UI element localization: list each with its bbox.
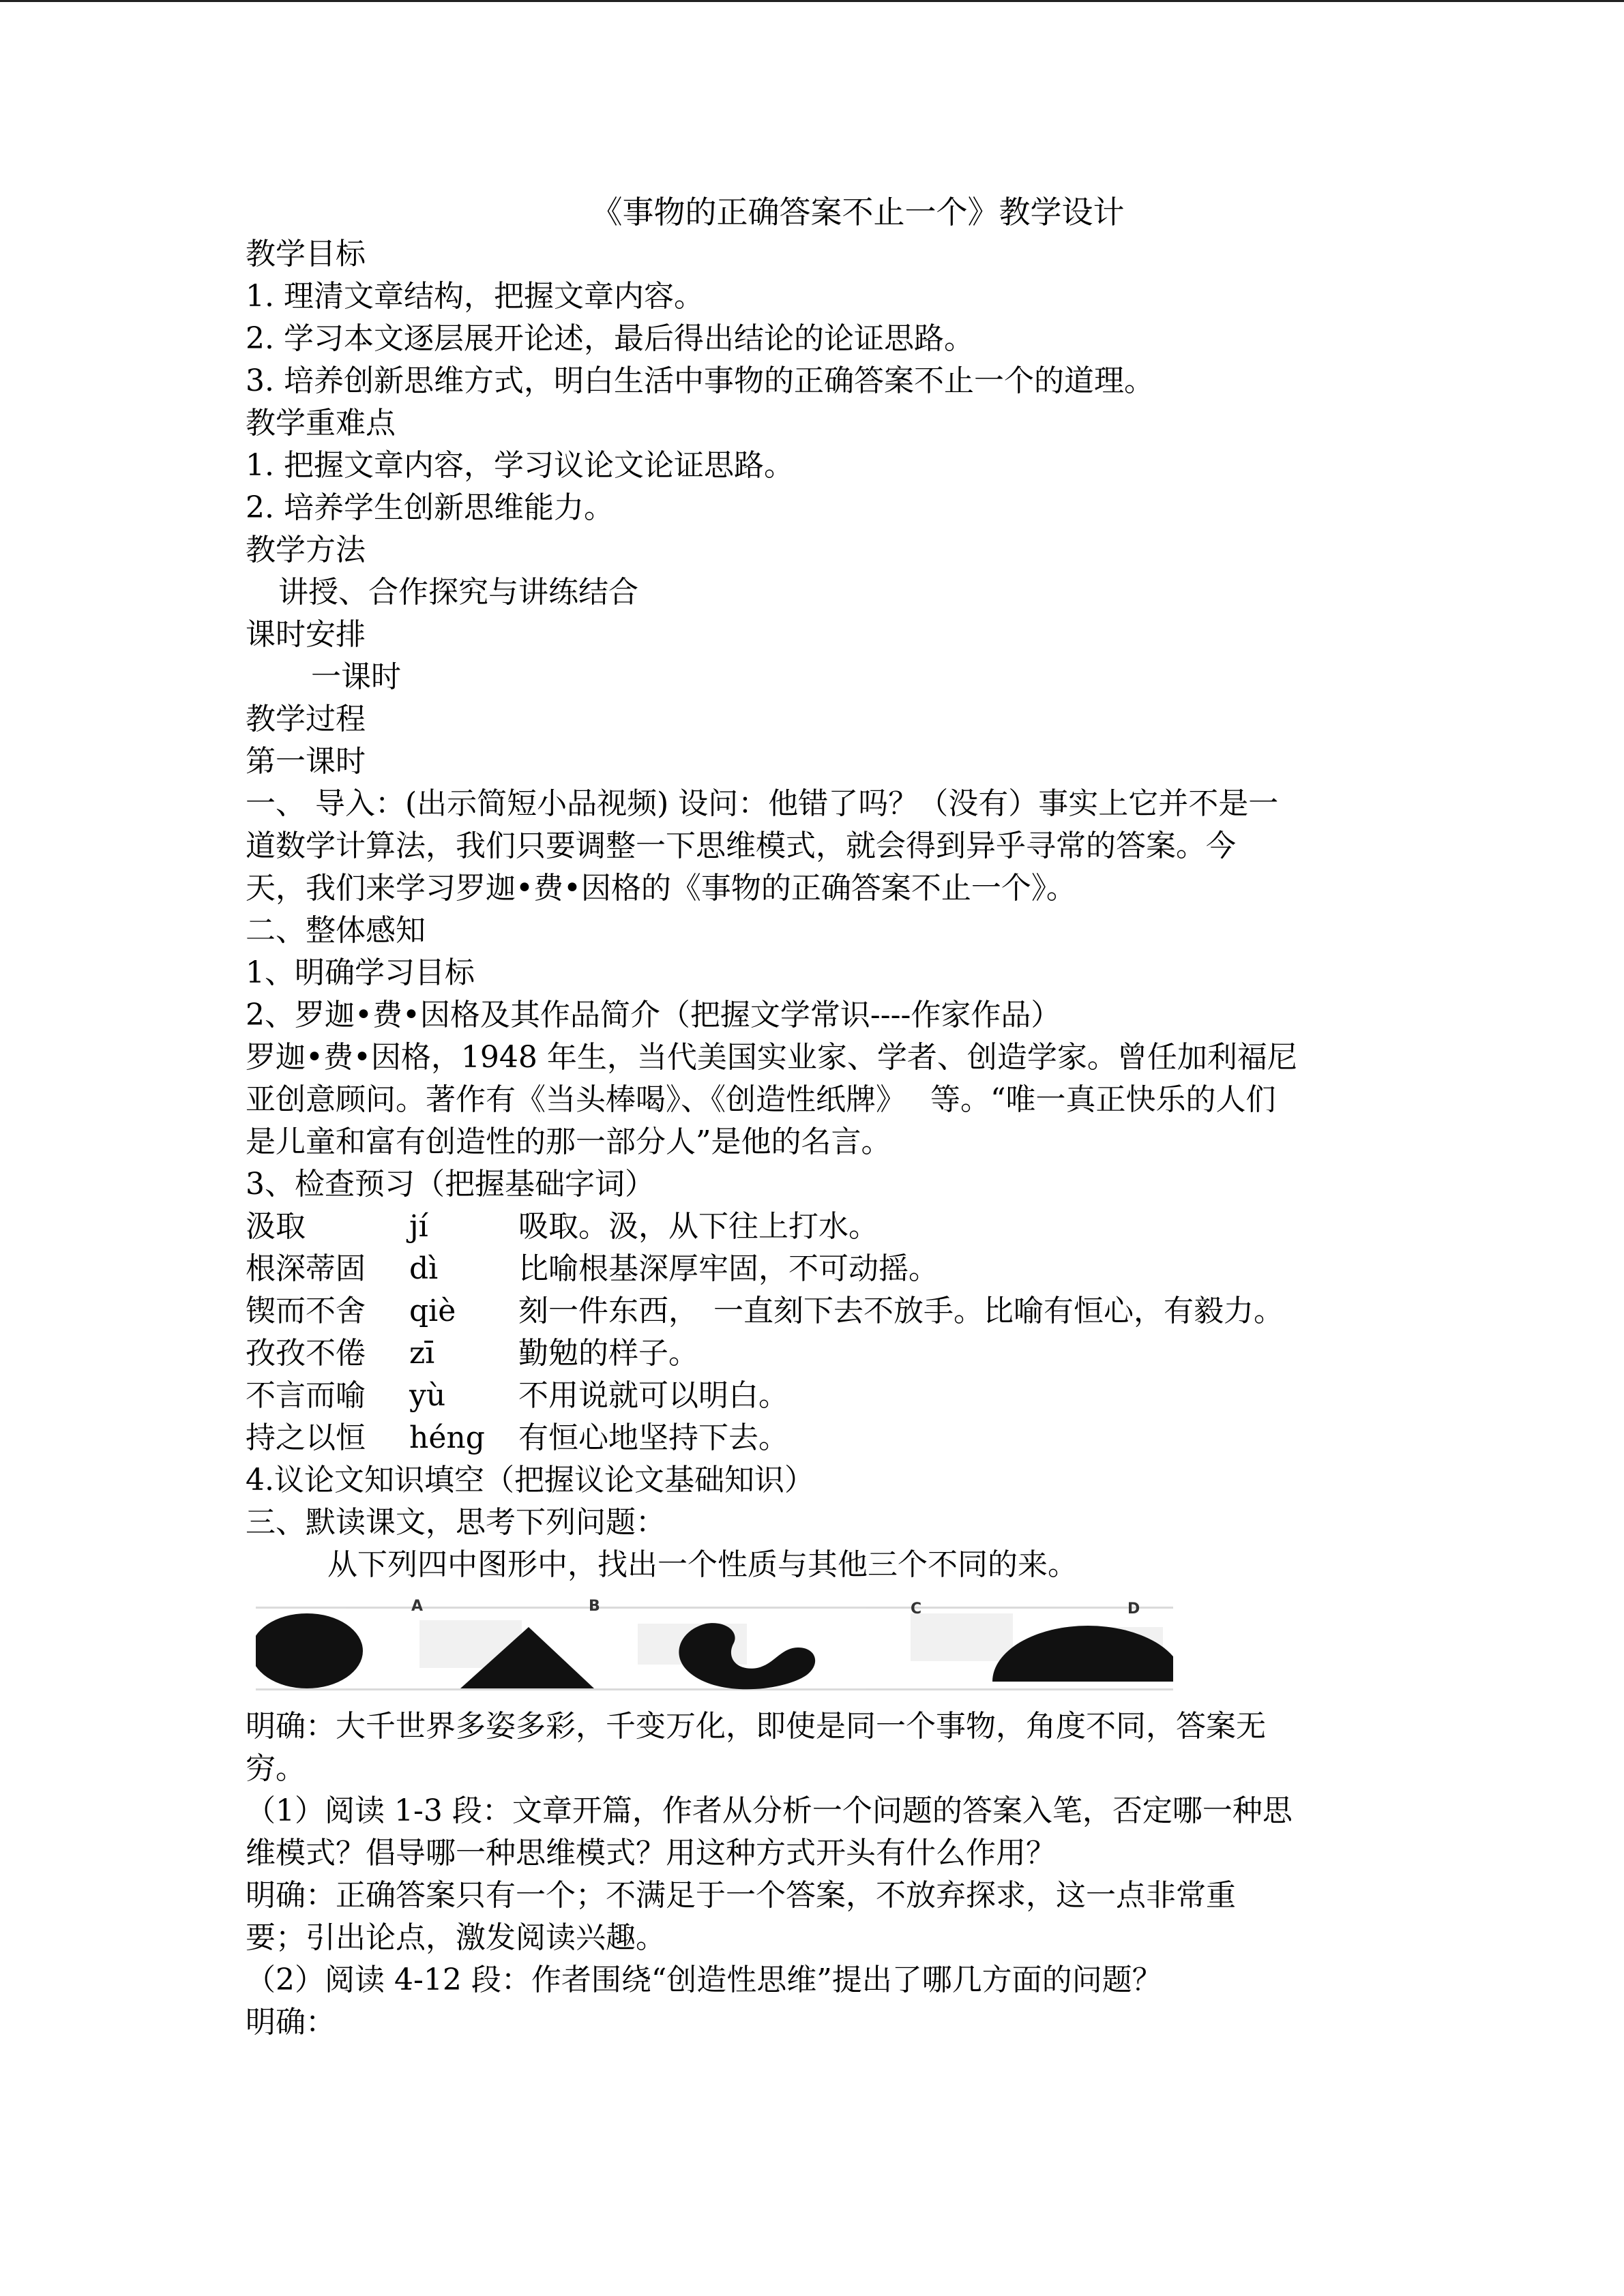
- shape-question: 从下列四中图形中，找出一个性质与其他三个不同的来。: [327, 1547, 1078, 1582]
- section2-item: 1、明确学习目标: [246, 955, 475, 990]
- vocab-pinyin: zī: [409, 1336, 435, 1371]
- schedule-heading: 课时安排: [246, 617, 366, 652]
- answer-line: 明确：: [246, 2005, 336, 2040]
- vocab-meaning: 有恒心地坚持下去。: [518, 1420, 788, 1455]
- vocab-meaning: 不用说就可以明白。: [518, 1378, 788, 1413]
- vocab-pinyin: qiè: [409, 1294, 456, 1328]
- question-line: 维模式？倡导哪一种思维模式？用这种方式开头有什么作用？: [246, 1836, 1056, 1870]
- shape-label: C: [911, 1600, 922, 1617]
- vocab-pinyin: dì: [409, 1251, 439, 1286]
- key-point-item: 2. 培养学生创新思维能力。: [246, 490, 614, 525]
- answer-line: 要；引出论点，激发阅读兴趣。: [246, 1920, 666, 1955]
- process-heading: 教学过程: [246, 702, 366, 736]
- section2-item: 2、罗迦•费•因格及其作品简介（把握文学常识----作家作品）: [246, 998, 1061, 1032]
- key-points-heading: 教学重难点: [246, 406, 396, 441]
- answer-line: 明确：大千世界多姿多彩，千变万化，即使是同一个事物，角度不同，答案无: [246, 1709, 1266, 1744]
- vocab-table: [246, 1206, 1381, 1459]
- first-class-label: 第一课时: [246, 744, 366, 779]
- vocab-pinyin: héng: [409, 1420, 485, 1455]
- vocab-word: 不言而喻: [246, 1378, 366, 1413]
- section2-item: 4.议论文知识填空（把握议论文基础知识）: [246, 1463, 814, 1497]
- vocab-meaning: 比喻根基深厚牢固，不可动摇。: [518, 1251, 939, 1286]
- vocab-word: 持之以恒: [246, 1420, 366, 1455]
- shape-ellipse-icon: [256, 1613, 363, 1688]
- top-border-line: [0, 0, 1624, 2]
- section2-item: 3、检查预习（把握基础字词）: [246, 1167, 655, 1202]
- intro-line: 天，我们来学习罗迦•费•因格的《事物的正确答案不止一个》。: [246, 871, 1076, 906]
- intro-line: 一、 导入：(出示简短小品视频) 设问：他错了吗？（没有）事实上它并不是一: [246, 786, 1279, 821]
- answer-line: 穷。: [246, 1751, 306, 1786]
- shape-curve-icon: [679, 1623, 815, 1689]
- objective-item: 3. 培养创新思维方式，明白生活中事物的正确答案不止一个的道理。: [246, 363, 1154, 398]
- vocab-word: 锲而不舍: [246, 1294, 366, 1328]
- section3-heading: 三、默读课文，思考下列问题：: [246, 1505, 666, 1540]
- document-page: [246, 191, 1381, 2044]
- vocab-word: 根深蒂固: [246, 1251, 366, 1286]
- shape-label: D: [1127, 1600, 1140, 1617]
- vocab-word: 孜孜不倦: [246, 1336, 366, 1371]
- objective-item: 2. 学习本文逐层展开论述，最后得出结论的论证思路。: [246, 321, 974, 356]
- objective-item: 1. 理清文章结构，把握文章内容。: [246, 279, 704, 314]
- vocab-meaning: 勤勉的样子。: [518, 1336, 698, 1371]
- author-line: 罗迦•费•因格，1948 年生，当代美国实业家、学者、创造学家。曾任加利福尼: [246, 1040, 1297, 1075]
- question-line: （2）阅读 4-12 段：作者围绕“创造性思维”提出了哪几方面的问题？: [246, 1963, 1162, 1997]
- vocab-meaning: 刻一件东西， 一直刻下去不放手。比喻有恒心，有毅力。: [518, 1294, 1284, 1328]
- author-line: 是儿童和富有创造性的那一部分人”是他的名言。: [246, 1124, 891, 1159]
- author-line: 亚创意顾问。著作有《当头棒喝》、《创造性纸牌》 等。“唯一真正快乐的人们: [246, 1082, 1276, 1117]
- vocab-pinyin: yù: [409, 1378, 446, 1413]
- vocab-word: 汲取: [246, 1209, 306, 1244]
- schedule-text: 一课时: [311, 659, 401, 694]
- vocab-meaning: 吸取。汲，从下往上打水。: [518, 1209, 879, 1244]
- document-title: 《事物的正确答案不止一个》教学设计: [591, 194, 1125, 230]
- objectives-heading: 教学目标: [246, 237, 366, 271]
- methods-text: 讲授、合作探究与讲练结合: [278, 575, 638, 610]
- question-line: （1）阅读 1-3 段：文章开篇，作者从分析一个问题的答案入笔，否定哪一种思: [246, 1793, 1293, 1828]
- shape-figure-svg: [256, 1593, 1173, 1699]
- shape-label: A: [411, 1598, 424, 1615]
- shape-label: B: [589, 1598, 600, 1615]
- vocab-pinyin: jí: [409, 1209, 428, 1244]
- shape-figure: [256, 1593, 1173, 1699]
- section2-heading: 二、整体感知: [246, 913, 426, 948]
- key-point-item: 1. 把握文章内容，学习议论文论证思路。: [246, 448, 794, 483]
- intro-line: 道数学计算法，我们只要调整一下思维模式，就会得到异乎寻常的答案。今: [246, 829, 1236, 863]
- methods-heading: 教学方法: [246, 533, 366, 567]
- answer-line: 明确：正确答案只有一个；不满足于一个答案，不放弃探求，这一点非常重: [246, 1878, 1236, 1913]
